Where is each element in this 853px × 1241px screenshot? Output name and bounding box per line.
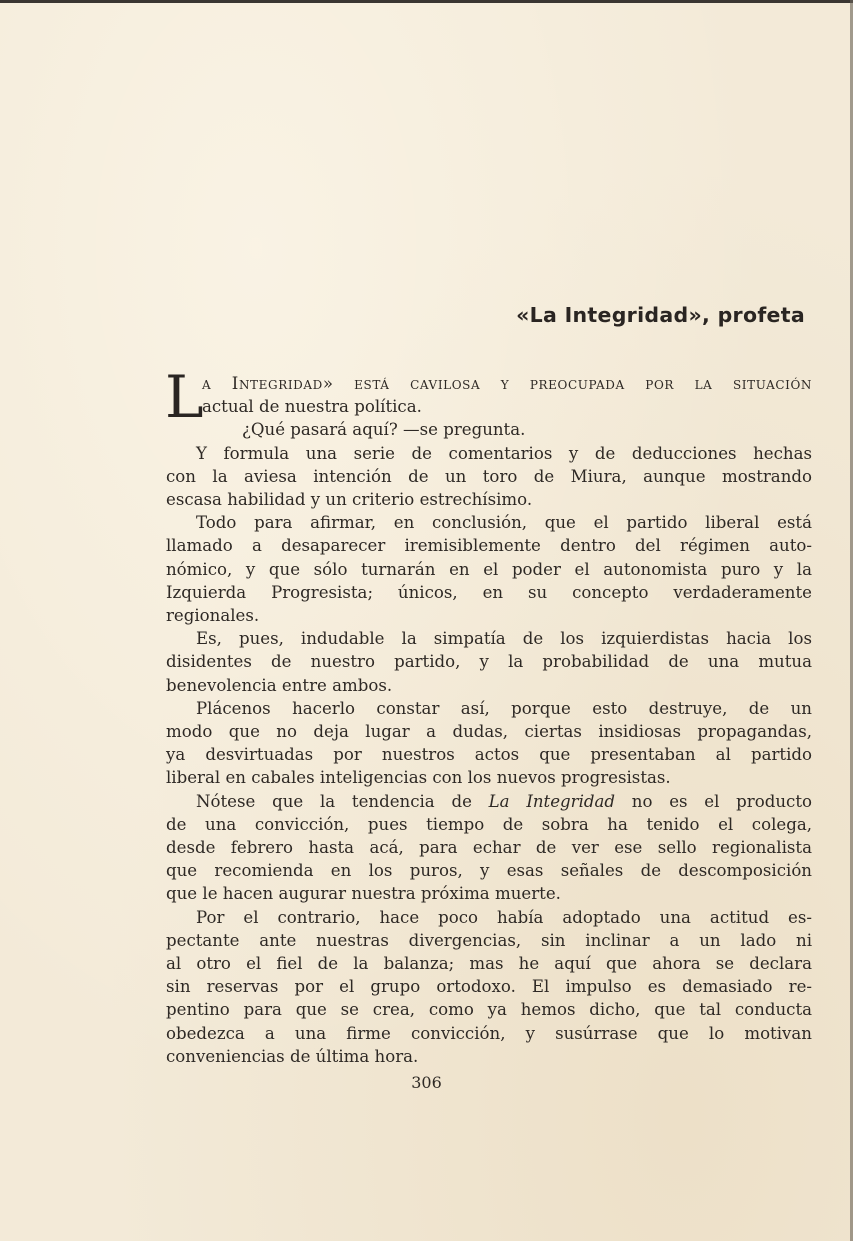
text-line: pentino para que se crea, como ya hemos dicho, que tal conducta (166, 1000, 812, 1020)
text-line: de una convicción, pues tiempo de sobra ha tenido el colega, (166, 814, 812, 834)
text-line: con la aviesa intención de un toro de Miura, aunque mostrando (166, 466, 812, 486)
text-line: Es, pues, indudable la simpatía de los izquierdistas hacia los (196, 629, 812, 649)
drop-cap: L (165, 363, 204, 431)
text-line: ¿Qué pasará aquí? —se pregunta. (242, 420, 526, 440)
text-line: disidentes de nuestro partido, y la probabilidad de una mutua (166, 652, 812, 672)
paragraph-7 (166, 790, 812, 906)
text-line: que recomienda en los puros, y esas señales de descomposición (166, 861, 812, 881)
text-line: conveniencias de última hora. (166, 1046, 419, 1066)
text-line: actual de nuestra política. (202, 397, 422, 417)
text-line: Por el contrario, hace poco había adoptado una actitud es- (196, 907, 812, 927)
text-line: que le hacen augurar nuestra próxima muerte. (166, 884, 561, 904)
text-line: liberal en cabales inteligencias con los nuevos progresistas. (166, 768, 671, 788)
newspaper-title: La Integridad (488, 791, 616, 811)
paragraph-5 (166, 627, 812, 697)
text-line: llamado a desaparecer iremisiblemente dentro del régimen auto- (166, 536, 812, 556)
text-line: escasa habilidad y un criterio estrechísimo. (166, 490, 533, 510)
text-line: desde febrero hasta acá, para echar de ver ese sello regionalista (166, 838, 812, 858)
page-number: 306 (411, 1073, 442, 1092)
text-line: Izquierda Progresista; únicos, en su concepto verdaderamente (166, 582, 812, 602)
text-line (166, 790, 812, 813)
paragraph-6 (166, 697, 812, 790)
text-line: regionales. (166, 606, 260, 626)
top-page-edge (0, 0, 853, 3)
chapter-title: «La Integridad», profeta (516, 303, 805, 327)
text-fragment: no es el producto (631, 791, 812, 811)
text-line: Plácenos hacerlo constar así, porque esto destruye, de un (196, 698, 812, 718)
paragraph-4 (166, 511, 812, 627)
paragraph-2 (166, 418, 812, 441)
text-line: al otro el fiel de la balanza; mas he aquí que ahora se declara (166, 954, 812, 974)
text-line: nómico, y que sólo turnarán en el poder el autonomista puro y la (166, 559, 812, 579)
text-line: ya desvirtuadas por nuestros actos que presentaban al partido (166, 745, 812, 765)
text-line: Todo para afirmar, en conclusión, que el partido liberal está (196, 513, 812, 533)
text-line: sin reservas por el grupo ortodoxo. El impulso es demasiado re- (166, 977, 812, 997)
paragraph-8 (166, 906, 812, 1068)
text-line: a Integridad» está cavilosa y preocupada por la situación (202, 374, 812, 393)
text-line: Y formula una serie de comentarios y de deducciones hechas (196, 443, 812, 463)
text-line: modo que no deja lugar a dudas, ciertas insidiosas propagandas, (166, 722, 812, 742)
body-text (165, 363, 812, 1068)
paragraph-3 (166, 442, 812, 512)
text-line: pectante ante nuestras divergencias, sin inclinar a un lado ni (166, 930, 812, 950)
text-fragment: Nótese que la tendencia de (196, 791, 472, 811)
text-line: benevolencia entre ambos. (166, 675, 393, 695)
text-line: obedezca a una firme convicción, y susúrrase que lo motivan (166, 1023, 812, 1043)
